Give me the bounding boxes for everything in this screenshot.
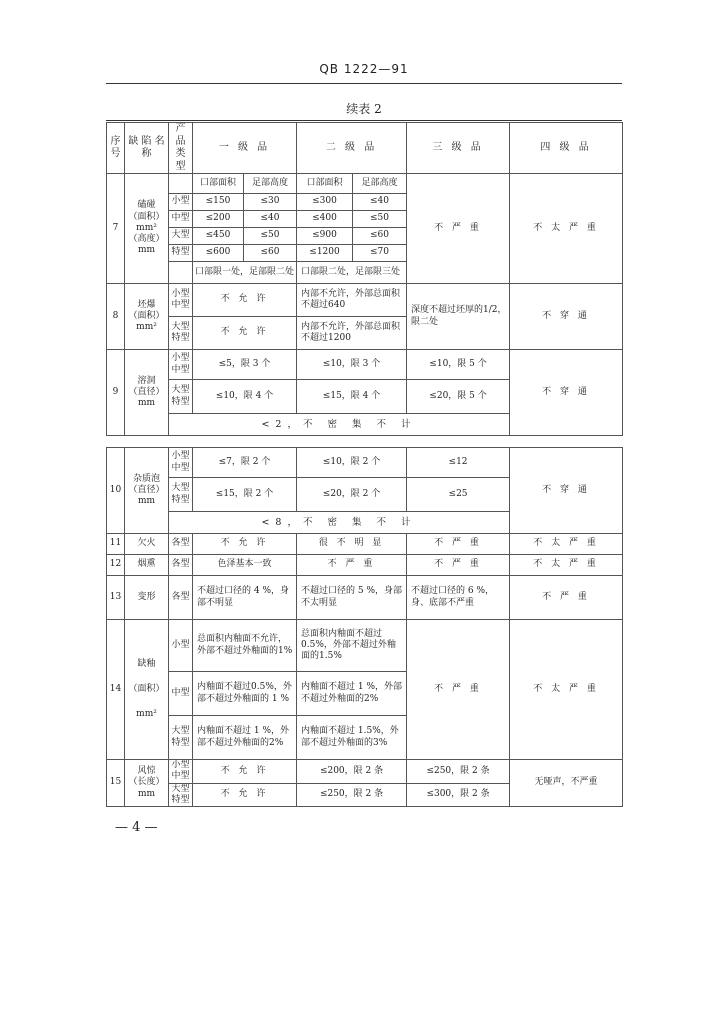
- row-7-type: 小型: [169, 194, 193, 211]
- row-8-grade2: 内部不允许，外部总面积不超过1200: [297, 317, 407, 350]
- row-7-type: 中型: [169, 211, 193, 228]
- row-7-g2-mouth-header: 口部面积: [297, 174, 353, 194]
- row-7-g1-mouth: ≤150: [193, 194, 244, 211]
- row-9-grade3: ≤20，限 5 个: [407, 380, 510, 414]
- row-13-no: 13: [107, 576, 125, 620]
- row-12-name: 烟熏: [125, 555, 169, 576]
- row-13-grade2: 不超过口径的 5 %，身部不太明显: [297, 576, 407, 620]
- row-14-grade1: 总面积内釉面不允许，外部不超过外釉面的1%: [193, 620, 297, 672]
- row-7-g2-foot: ≤40: [353, 194, 407, 211]
- row-7-g1-mouth-header: 口部面积: [193, 174, 244, 194]
- row-10-grade2: ≤10，限 2 个: [297, 448, 407, 478]
- header-grade1: 一 级 品: [193, 123, 297, 174]
- row-7-g1-foot: ≤30: [244, 194, 297, 211]
- row-13-type: 各型: [169, 576, 193, 620]
- row-12-no: 12: [107, 555, 125, 576]
- row-11-name: 欠火: [125, 534, 169, 555]
- row-14-grade2: 内釉面不超过 1.5%，外部不超过外釉面的3%: [297, 716, 407, 760]
- row-9-grade2: ≤10，限 3 个: [297, 350, 407, 380]
- row-7-g2-foot: ≤60: [353, 228, 407, 245]
- row-11-grade4: 不 太 严 重: [510, 534, 623, 555]
- row-14-type: 中型: [169, 672, 193, 716]
- row-9-grade3: ≤10，限 5 个: [407, 350, 510, 380]
- row-7-g2-mouth: ≤400: [297, 211, 353, 228]
- row-7-g1-mouth: ≤600: [193, 245, 244, 262]
- row-8-type: 大型特型: [169, 317, 193, 350]
- row-11-grade2: 很 不 明 显: [297, 534, 407, 555]
- table-title: 续表 2: [346, 102, 382, 116]
- row-14-grade1: 内釉面不超过 1 %，外部不超过外釉面的2%: [193, 716, 297, 760]
- row-12-grade1: 色泽基本一致: [193, 555, 297, 576]
- row-14-no: 14: [107, 620, 125, 760]
- row-15-grade3: ≤250，限 2 条: [407, 760, 510, 784]
- row-7-no: 7: [107, 174, 125, 284]
- row-7-g2-foot: ≤50: [353, 211, 407, 228]
- row-15-grade1: 不 允 许: [193, 760, 297, 784]
- row-11-grade3: 不 严 重: [407, 534, 510, 555]
- row-13-grade1: 不超过口径的 4 %，身部不明显: [193, 576, 297, 620]
- row-15-grade3: ≤300，限 2 条: [407, 783, 510, 807]
- defect-grade-table: [106, 122, 623, 807]
- row-12-type: 各型: [169, 555, 193, 576]
- row-7-grade4: 不 太 严 重: [510, 174, 623, 284]
- row-8-grade1: 不 允 许: [193, 317, 297, 350]
- row-15-part1: [107, 760, 623, 784]
- row-12: [107, 555, 623, 576]
- row-15-grade4: 无哑声，不严重: [510, 760, 623, 807]
- row-15-grade1: 不 允 许: [193, 783, 297, 807]
- row-8-name: 坯爆 （面积） mm²: [125, 284, 169, 350]
- row-7-type-blank: [169, 174, 193, 194]
- row-10-grade3: ≤25: [407, 478, 510, 512]
- row-13-name: 变形: [125, 576, 169, 620]
- row-7-g2-foot: ≤70: [353, 245, 407, 262]
- row-9-grade4: 不 穿 通: [510, 350, 623, 436]
- row-9-part1: [107, 350, 623, 380]
- row-7-g1-mouth: ≤450: [193, 228, 244, 245]
- header-product-type: 产品类型: [169, 123, 193, 174]
- row-14-grade3: 不 严 重: [407, 620, 510, 760]
- header-grade4: 四 级 品: [510, 123, 623, 174]
- row-10-grade2: ≤20，限 2 个: [297, 478, 407, 512]
- row-15-type: 小型中型: [169, 760, 193, 784]
- header-defect-name: 缺 陷 名 称: [125, 123, 169, 174]
- row-7-g1-foot: ≤60: [244, 245, 297, 262]
- row-11-type: 各型: [169, 534, 193, 555]
- row-14-name: 缺釉 （面积） mm²: [125, 620, 169, 760]
- row-10-part1: [107, 448, 623, 478]
- gap-row: [107, 436, 623, 448]
- row-7-name: 磕碰 （面积） mm² （高度） mm: [125, 174, 169, 284]
- row-15-type: 大型特型: [169, 783, 193, 807]
- row-10-no: 10: [107, 448, 125, 534]
- row-9-no: 9: [107, 350, 125, 436]
- table-top-rule: [106, 120, 622, 121]
- row-15-grade2: ≤200，限 2 条: [297, 760, 407, 784]
- row-7-type-blank: [169, 262, 193, 284]
- header-row: [107, 123, 623, 174]
- header-seq: 序号: [107, 123, 125, 174]
- row-9-name: 溶洞 （直径） mm: [125, 350, 169, 436]
- row-9-type: 大型特型: [169, 380, 193, 414]
- row-13-grade4: 不 严 重: [510, 576, 623, 620]
- row-7-g1-mouth: ≤200: [193, 211, 244, 228]
- row-11-no: 11: [107, 534, 125, 555]
- row-8-no: 8: [107, 284, 125, 350]
- row-7-g2-foot-header: 足部高度: [353, 174, 407, 194]
- row-12-grade3: 不 严 重: [407, 555, 510, 576]
- row-15-name: 风惊 （长度） mm: [125, 760, 169, 807]
- row-8-grade2: 内部不允许，外部总面积不超过640: [297, 284, 407, 317]
- row-9-grade1: ≤5，限 3 个: [193, 350, 297, 380]
- row-10-grade1: ≤15，限 2 个: [193, 478, 297, 512]
- row-7-g1-foot: ≤40: [244, 211, 297, 228]
- page-number: — 4 —: [115, 820, 158, 835]
- row-12-grade4: 不 太 严 重: [510, 555, 623, 576]
- row-15-grade2: ≤250，限 2 条: [297, 783, 407, 807]
- row-10-name: 杂质泡 （直径） mm: [125, 448, 169, 534]
- row-13-grade3: 不超过口径的 6 %，身、底部不严重: [407, 576, 510, 620]
- row-9-note: <2，不 密 集 不 计: [169, 414, 510, 436]
- row-14-grade2: 内釉面不超过 1 %，外部不超过外釉面的2%: [297, 672, 407, 716]
- row-7-g1-limit: 口部限一处，足部限二处: [193, 262, 297, 284]
- row-8-part1: [107, 284, 623, 317]
- row-14-type: 大型特型: [169, 716, 193, 760]
- row-12-grade2: 不 严 重: [297, 555, 407, 576]
- header-rule: [106, 83, 622, 84]
- row-13: [107, 576, 623, 620]
- row-14-type: 小型: [169, 620, 193, 672]
- row-10-type: 小型中型: [169, 448, 193, 478]
- row-10-note: <8，不 密 集 不 计: [169, 512, 510, 534]
- gap-cell: [107, 436, 623, 448]
- row-11-grade1: 不 允 许: [193, 534, 297, 555]
- header-grade3: 三 级 品: [407, 123, 510, 174]
- row-8-type: 小型中型: [169, 284, 193, 317]
- header-grade2: 二 级 品: [297, 123, 407, 174]
- row-7-g2-limit: 口部限二处，足部限三处: [297, 262, 407, 284]
- row-8-grade1: 不 允 许: [193, 284, 297, 317]
- row-9-type: 小型中型: [169, 350, 193, 380]
- row-7-subheader: [107, 174, 623, 194]
- row-7-g1-foot: ≤50: [244, 228, 297, 245]
- row-7-g2-mouth: ≤1200: [297, 245, 353, 262]
- row-15-no: 15: [107, 760, 125, 807]
- row-9-grade1: ≤10，限 4 个: [193, 380, 297, 414]
- row-8-grade3: 深度不超过坯厚的1/2，限二处: [407, 284, 510, 350]
- row-14-grade1: 内釉面不超过0.5%，外部不超过外釉面的 1 %: [193, 672, 297, 716]
- row-7-g1-foot-header: 足部高度: [244, 174, 297, 194]
- row-14-part1: [107, 620, 623, 672]
- row-7-grade3: 不 严 重: [407, 174, 510, 284]
- row-7-g2-mouth: ≤300: [297, 194, 353, 211]
- row-10-grade4: 不 穿 通: [510, 448, 623, 534]
- row-7-g2-mouth: ≤900: [297, 228, 353, 245]
- row-7-type: 大型: [169, 228, 193, 245]
- row-10-grade3: ≤12: [407, 448, 510, 478]
- row-10-type: 大型特型: [169, 478, 193, 512]
- row-11: [107, 534, 623, 555]
- row-10-grade1: ≤7，限 2 个: [193, 448, 297, 478]
- row-14-grade4: 不 太 严 重: [510, 620, 623, 760]
- row-9-grade2: ≤15，限 4 个: [297, 380, 407, 414]
- row-7-type: 特型: [169, 245, 193, 262]
- row-14-grade2: 总面积内釉面不超过0.5%，外部不超过外釉面的1.5%: [297, 620, 407, 672]
- row-8-grade4: 不 穿 通: [510, 284, 623, 350]
- document-code: QB 1222—91: [319, 62, 409, 76]
